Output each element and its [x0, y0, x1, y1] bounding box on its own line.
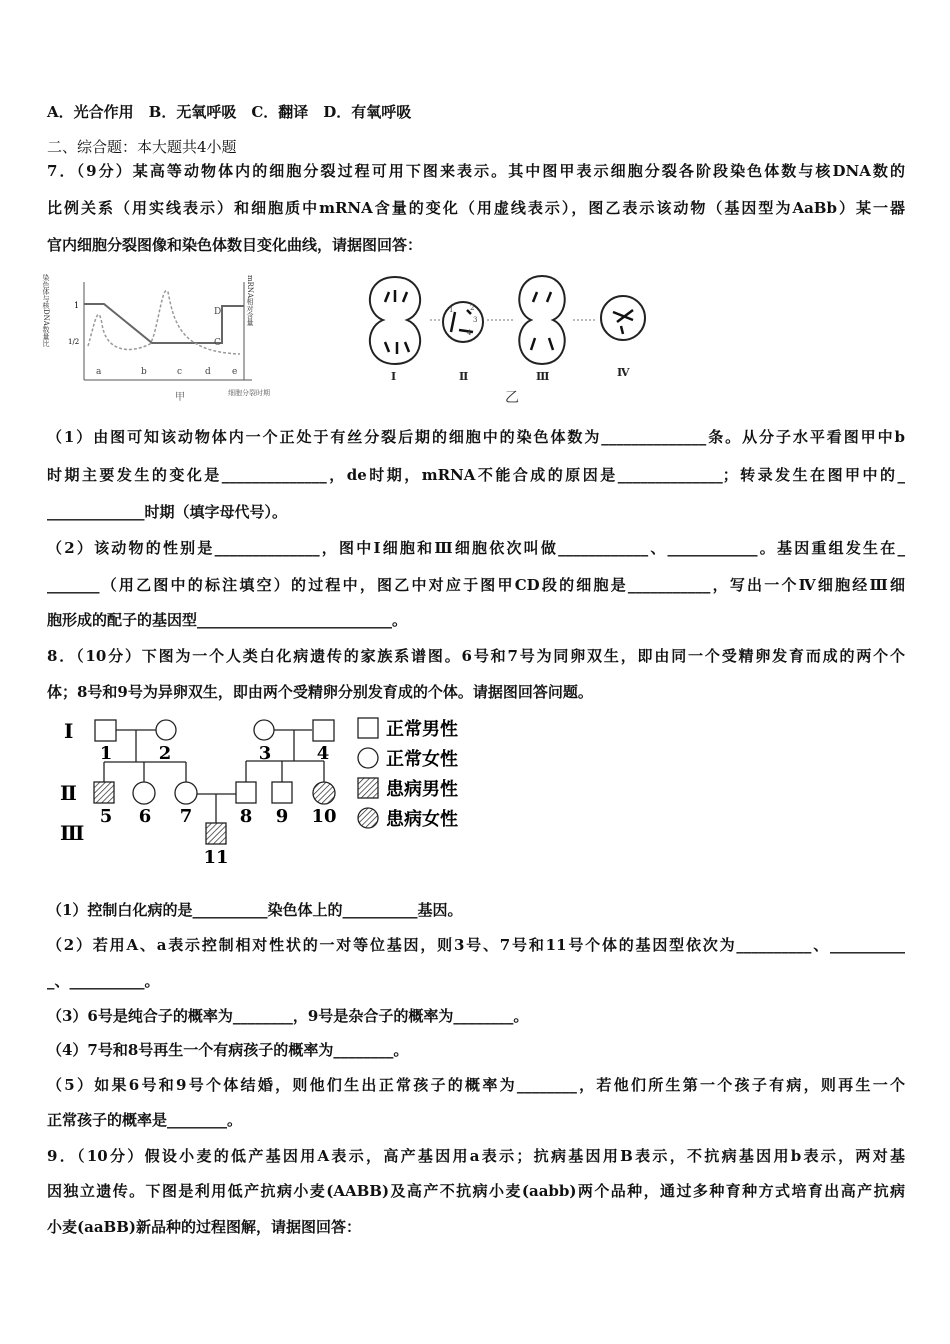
individual-number: 4 [316, 743, 330, 764]
y-axis-label: 染色体与核DNA数量比 [42, 274, 50, 347]
q8-sub: （2）若用A、a表示控制相对性状的一对等位基因，则3号、7号和11号个体的基因型依次为__________、__________ [47, 936, 905, 954]
legend-label: 正常女性 [386, 749, 458, 770]
individual-8 [236, 782, 256, 803]
q8-line: 体；8号和9号为异卵双生，即由两个受精卵分别发育成的个体。请据图回答问题。 [47, 683, 593, 701]
individual-number: 2 [158, 743, 172, 764]
chromosome-label: 2 [470, 304, 475, 312]
generation-label: Ⅰ [64, 719, 74, 743]
q9-line: 9．（10分）假设小麦的低产基因用A表示，高产基因用a表示；抗病基因用B表示，不抗病基因用b表示，两对基 [47, 1147, 905, 1165]
generation-label: Ⅱ [60, 781, 77, 805]
figure-jia-graph [40, 262, 300, 412]
chromosome-label: 3 [473, 316, 478, 324]
q6-options: A．光合作用 B．无氧呼吸 C．翻译 D．有氧呼吸 [47, 103, 412, 121]
q7-sub: 胞形成的配子的基因型__________________________。 [47, 611, 408, 629]
cell-label: Ⅲ [536, 370, 550, 383]
legend-label: 正常男性 [386, 719, 458, 740]
phase-label: d [205, 367, 211, 377]
legend-normal-female-icon [358, 748, 378, 768]
legend-affected-female-icon [358, 808, 378, 828]
figure-yi-cells [355, 272, 665, 407]
q8-sub: （1）控制白化病的是__________染色体上的__________基因。 [47, 901, 463, 919]
individual-3 [254, 720, 274, 740]
cell-label: Ⅳ [617, 366, 630, 379]
ytick: 1 [74, 301, 80, 310]
chromosome-label: 4 [467, 329, 472, 337]
individual-number: 10 [311, 806, 337, 827]
individual-1 [95, 720, 116, 741]
ytick: 1/2 [68, 338, 80, 346]
point-label: C [214, 338, 221, 348]
individual-number: 9 [275, 806, 289, 827]
q8-sub: _、__________。 [47, 972, 160, 990]
q8-sub: （4）7号和8号再生一个有病孩子的概率为________。 [47, 1041, 409, 1059]
legend-affected-male-icon [358, 778, 378, 798]
q7-sub: _____________时期（填字母代号）。 [47, 503, 288, 521]
legend-normal-male-icon [358, 718, 378, 738]
individual-6 [133, 782, 155, 804]
q7-sub: 时期主要发生的变化是______________，de时期，mRNA不能合成的原因是______________；转录发生在图甲中的_ [47, 466, 905, 484]
legend-label: 患病男性 [386, 779, 458, 800]
q9-line: 因独立遗传。下图是利用低产抗病小麦(AABB)及高产不抗病小麦(aabb)两个品种，通过多种育种方式培育出高产抗病 [47, 1182, 905, 1200]
individual-number: 3 [258, 743, 272, 764]
phase-label: e [232, 367, 238, 377]
individual-number: 1 [99, 743, 113, 764]
q8-line: 8．（10分）下图为一个人类白化病遗传的家族系谱图。6号和7号为同卵双生，即由同一个受精卵发育而成的两个个 [47, 647, 905, 665]
phase-label: b [141, 367, 147, 377]
cell-label: Ⅰ [391, 370, 397, 383]
individual-number: 11 [203, 847, 229, 868]
cell-label: Ⅱ [459, 370, 469, 383]
q8-sub: （3）6号是纯合子的概率为________，9号是杂合子的概率为________。 [47, 1007, 529, 1025]
legend-label: 患病女性 [386, 809, 458, 830]
q7-line: 比例关系（用实线表示）和细胞质中mRNA含量的变化（用虚线表示），图乙表示该动物（基因型为AaBb）某一器 [47, 199, 905, 217]
section-title: 二、综合题：本大题共4小题 [47, 138, 237, 156]
q7-sub: （1）由图可知该动物体内一个正处于有丝分裂后期的细胞中的染色体数为______________条。从分子水平看图甲中b [47, 428, 905, 446]
point-label: D [214, 307, 222, 317]
q9-line: 小麦(aaBB)新品种的过程图解，请据图回答： [47, 1218, 361, 1236]
figure-caption: 乙 [505, 390, 519, 406]
individual-number: 5 [99, 806, 113, 827]
q8-sub: （5）如果6号和9号个体结婚，则他们生出正常孩子的概率为________，若他们所生第一个孩子有病，则再生一个 [47, 1076, 905, 1094]
individual-4 [313, 720, 334, 741]
q7-sub: _______（用乙图中的标注填空）的过程中，图乙中对应于图甲CD段的细胞是___________，写出一个Ⅳ细胞经Ⅲ细 [47, 576, 905, 594]
q7-line: 官内细胞分裂图像和染色体数目变化曲线，请据图回答： [47, 236, 423, 254]
individual-5 [94, 782, 114, 803]
phase-label: a [96, 367, 102, 377]
individual-10 [313, 782, 335, 804]
individual-number: 7 [179, 806, 193, 827]
individual-9 [272, 782, 292, 803]
phase-label: c [177, 367, 183, 377]
q7-sub: （2）该动物的性别是______________，图中Ⅰ细胞和Ⅲ细胞依次叫做____________、____________。基因重组发生在_ [47, 539, 905, 557]
individual-number: 6 [138, 806, 152, 827]
q8-sub: 正常孩子的概率是________。 [47, 1111, 243, 1129]
q7-line: 7．（9分）某高等动物体内的细胞分裂过程可用下图来表示。其中图甲表示细胞分裂各阶段染色体数与核DNA数的 [47, 162, 905, 180]
individual-11 [206, 823, 226, 844]
generation-label: Ⅲ [60, 821, 85, 845]
pedigree-chart [40, 700, 480, 870]
individual-7 [175, 782, 197, 804]
x-axis-label: 细胞分裂时期 [228, 389, 270, 397]
figure-caption: 甲 [175, 392, 185, 403]
individual-2 [156, 720, 176, 740]
y2-axis-label: mRNA相对含量 [246, 275, 254, 327]
chromosome-label: 1 [449, 306, 454, 314]
individual-number: 8 [239, 806, 253, 827]
